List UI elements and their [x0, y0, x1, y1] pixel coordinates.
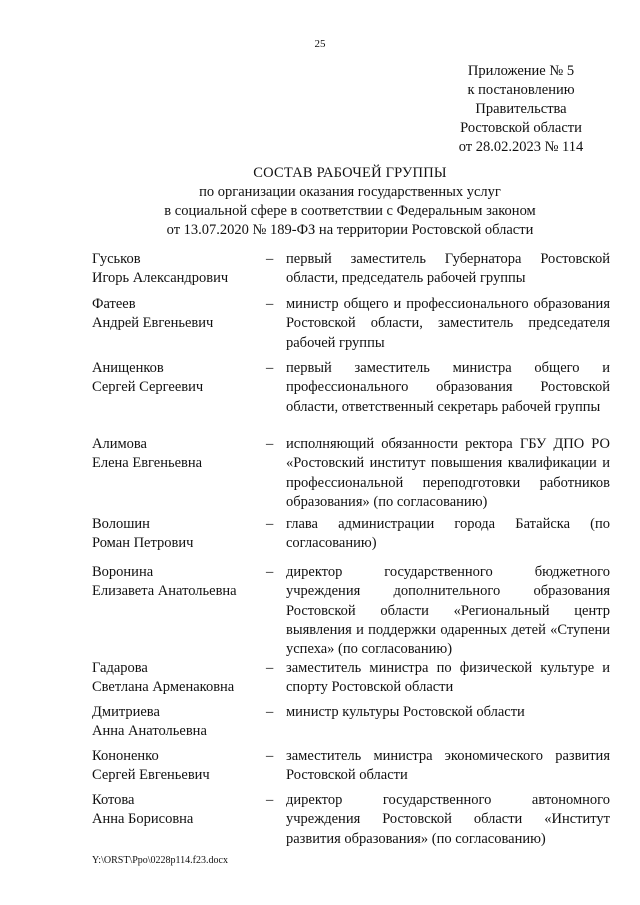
appendix-line: Ростовской области	[460, 120, 582, 136]
member-row	[92, 359, 612, 435]
member-row	[92, 659, 612, 703]
member-name	[92, 515, 264, 554]
member-name	[92, 295, 264, 334]
member-surname: Фатеев	[92, 296, 136, 312]
member-surname: Гадарова	[92, 660, 148, 676]
appendix-line: Приложение № 5	[467, 63, 575, 79]
member-row	[92, 791, 612, 853]
member-surname: Алимова	[92, 436, 147, 452]
member-row	[92, 295, 612, 359]
member-name	[92, 703, 264, 742]
heading-line: от 13.07.2020 № 189-ФЗ на территории Ростовской области	[166, 222, 534, 238]
file-path-footer: Y:\ORST\Ppo\0228p114.f23.docx	[92, 855, 228, 866]
members-list	[92, 250, 612, 853]
member-dash: –	[266, 792, 274, 808]
member-dash: –	[266, 296, 274, 312]
heading-line: по организации оказания государственных услуг	[199, 184, 501, 200]
member-role: директор государственного бюджетного учреждения дополнительного образования Ростовской области «Региональный центр выявления и поддержки одаренных детей «Ступени успеха» (по согласованию)	[286, 564, 610, 658]
member-name	[92, 359, 264, 398]
member-given-name: Анна Анатольевна	[92, 723, 207, 740]
member-given-name: Игорь Александрович	[92, 270, 229, 287]
member-row	[92, 250, 612, 295]
member-given-name: Елизавета Анатольевна	[92, 583, 237, 600]
member-surname: Анищенков	[92, 360, 164, 376]
member-name	[92, 435, 264, 474]
member-role: министр общего и профессионального образования Ростовской области, заместитель председателя рабочей группы	[286, 296, 610, 351]
member-role: исполняющий обязанности ректора ГБУ ДПО РО «Ростовский институт повышения квалификации и профессиональной переподготовки работников образования» (по согласованию)	[286, 436, 610, 510]
member-surname: Котова	[92, 792, 135, 808]
appendix-line: к постановлению	[467, 82, 575, 98]
document-heading	[100, 164, 600, 240]
page-number: 25	[314, 38, 326, 50]
member-name	[92, 659, 264, 698]
member-given-name: Светлана Арменаковна	[92, 679, 235, 696]
appendix-line: от 28.02.2023 № 114	[458, 139, 584, 155]
member-dash: –	[266, 564, 274, 580]
member-given-name: Роман Петрович	[92, 535, 194, 552]
document-title: СОСТАВ РАБОЧЕЙ ГРУППЫ	[253, 165, 447, 181]
member-surname: Гуськов	[92, 251, 141, 267]
member-given-name: Елена Евгеньевна	[92, 455, 203, 472]
member-role: глава администрации города Батайска (по согласованию)	[286, 516, 610, 552]
member-dash: –	[266, 516, 274, 532]
member-dash: –	[266, 360, 274, 376]
appendix-line: Правительства	[475, 101, 567, 117]
member-surname: Волошин	[92, 516, 150, 532]
member-row	[92, 563, 612, 659]
member-dash: –	[266, 660, 274, 676]
member-role: министр культуры Ростовской области	[286, 704, 525, 720]
member-dash: –	[266, 436, 274, 452]
member-role: заместитель министра экономического развития Ростовской области	[286, 748, 610, 784]
member-row	[92, 515, 612, 563]
member-name	[92, 250, 264, 289]
member-role: заместитель министра по физической культуре и спорту Ростовской области	[286, 660, 610, 696]
member-row	[92, 703, 612, 747]
member-surname: Воронина	[92, 564, 154, 580]
member-dash: –	[266, 704, 274, 720]
member-dash: –	[266, 251, 274, 267]
member-row	[92, 747, 612, 791]
member-given-name: Андрей Евгеньевич	[92, 315, 214, 332]
member-name	[92, 747, 264, 786]
member-surname: Кононенко	[92, 748, 159, 764]
member-name	[92, 791, 264, 830]
member-given-name: Сергей Сергеевич	[92, 379, 204, 396]
member-role: директор государственного автономного учреждения Ростовской области «Институт развития образования» (по согласованию)	[286, 792, 610, 847]
heading-line: в социальной сфере в соответствии с Федеральным законом	[164, 203, 536, 219]
member-given-name: Анна Борисовна	[92, 811, 194, 828]
appendix-block	[440, 62, 602, 157]
member-given-name: Сергей Евгеньевич	[92, 767, 210, 784]
member-role: первый заместитель министра общего и профессионального образования Ростовской области, ответственный секретарь рабочей группы	[286, 360, 610, 415]
member-row	[92, 435, 612, 515]
member-name	[92, 563, 264, 602]
member-surname: Дмитриева	[92, 704, 160, 720]
member-dash: –	[266, 748, 274, 764]
member-role: первый заместитель Губернатора Ростовской области, председатель рабочей группы	[286, 251, 610, 287]
